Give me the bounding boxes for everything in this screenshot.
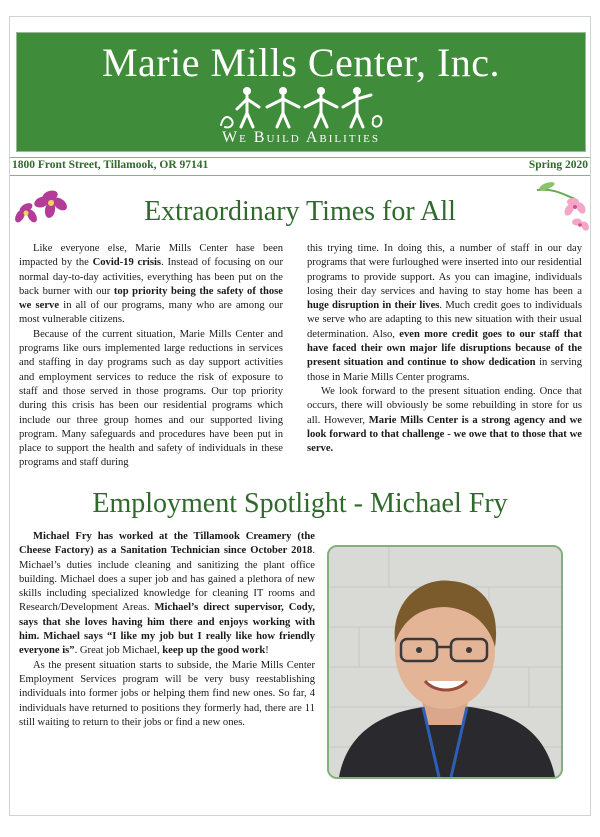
text-run: As the present situation starts to subside, the Marie Mills Center Employment Services program will be very busy reestablishing individuals into former jobs or helping them find new ones. So far, 4 individuals have returned to positions they formerly had, there are 11 still waiting to return to their jobs or find a new ones. [19, 659, 315, 728]
portrait-illustration [329, 547, 561, 777]
text-run: . Michael’s duties include cleaning and sanitizing the plant office building. Michael does a super job and has gained a plethora of new skills including specialized knowledge for cleaning IT rooms and Research/Development Areas. [19, 545, 315, 614]
bold-text: even more credit goes to our staff that have faced their own major life disruptions because of the present situation and continue to show dedication [307, 328, 583, 369]
text-run: in all of our programs, many who are among our most vulnerable citizens. [19, 300, 283, 326]
address: 1800 Front Street, Tillamook, OR 97141 [12, 159, 209, 171]
bold-text: Covid-19 crisis [92, 257, 162, 269]
paragraph [19, 242, 283, 328]
text-run: this trying time. In doing this, a number of staff in our day programs that were furloughed were inserted into our residential programs to provide support. As you can imagine, individuals losing their day services and having to stay home has been a [307, 243, 582, 297]
text-run: Like everyone else, Marie Mills Center hase been impacted by the [19, 243, 283, 269]
article-heading-employment-spotlight: Employment Spotlight - Michael Fry [92, 488, 508, 519]
masthead-tagline: We Build Abilities [221, 129, 381, 146]
info-bar [10, 157, 590, 176]
bold-text: keep up the good work [162, 645, 266, 657]
paragraph [19, 328, 283, 471]
text-run: ! [265, 645, 269, 657]
issue-season: Spring 2020 [528, 159, 588, 171]
spotlight-column [19, 530, 315, 730]
paragraph [307, 242, 582, 385]
masthead-title: Marie Mills Center, Inc. [101, 40, 501, 85]
paragraph [19, 659, 315, 730]
paragraph [307, 385, 582, 456]
masthead-banner [16, 32, 586, 152]
text-run: We look forward to the present situation ending. Once that occurs, there will obviously be some rebuilding in store for us all. However, [307, 385, 582, 426]
bold-text: Marie Mills Center is a strong agency and we look forward to that challenge - we owe that to those that we serve. [307, 414, 582, 455]
bold-text: top priority being the safety of those we serve [19, 285, 283, 312]
article-heading-extraordinary-times: Extraordinary Times for All [144, 196, 456, 227]
people-holding-hands-logo [217, 85, 387, 131]
paragraph [19, 530, 315, 659]
text-run: Because of the current situation, Marie Mills Center and programs like ours implemented large reductions in services and staffing in day programs such as day support activities and employment services to reduce the risk of exposure to staff and those served in those programs. Our top priority during this crisis has been our residential programs which include our three group homes and our supported living program. Many safeguards and procedures have been put in place to support the health and safety of individuals in these programs and staff during [19, 328, 283, 469]
article-right-column [307, 242, 582, 456]
article-left-column [19, 242, 283, 471]
text-run: . Instead of focusing on our normal day-to-day activities, everything has been put on the back burner with our [19, 257, 284, 297]
bold-text: Michael Fry has worked at the Tillamook Creamery (the Cheese Factory) as a Sanitation Technician since October 2018 [19, 531, 315, 557]
bold-text: huge disruption in their lives [307, 300, 440, 312]
michael-fry-photo [327, 545, 563, 779]
text-run: in serving those in Marie Mills Center programs. [307, 357, 582, 383]
text-run: . Much credit goes to individuals we serve who are adapting to this new situation with their usual determination. Also, [307, 300, 582, 340]
bold-text: Michael’s direct supervisor, Cody, says that she loves having him there and enjoys working with him. Michael says “I like my job but I really like how friendly everyone is” [19, 602, 315, 657]
text-run: . Great job Michael, [74, 645, 163, 657]
